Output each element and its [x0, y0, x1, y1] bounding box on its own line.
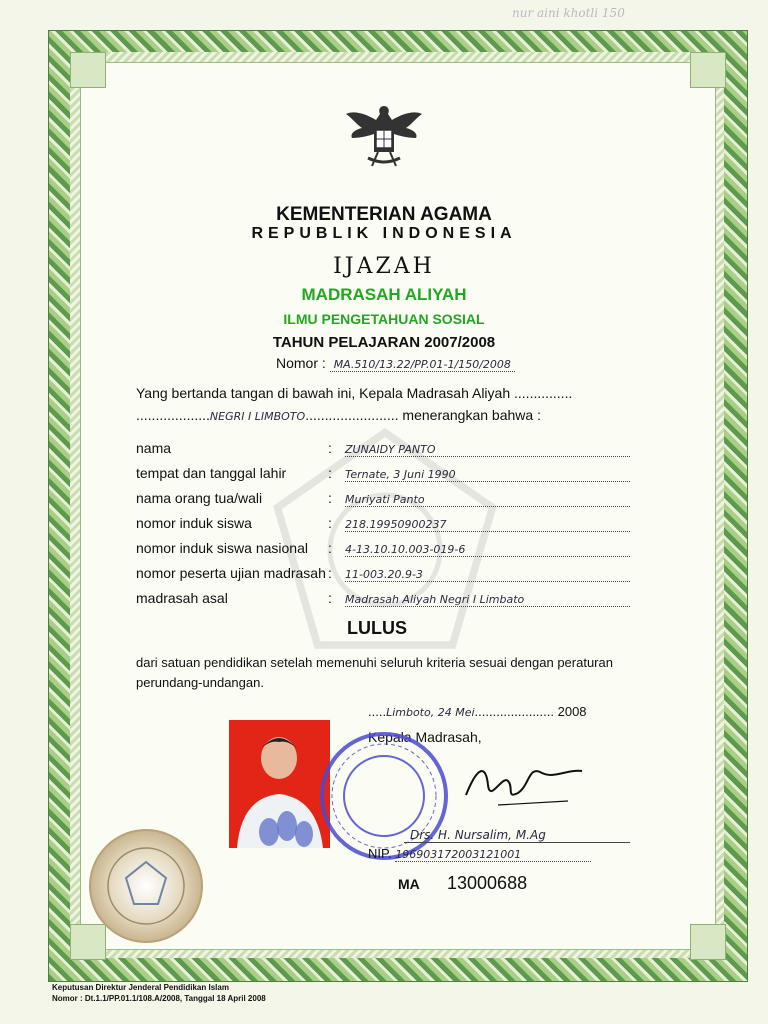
corner-ornament: [690, 924, 726, 960]
place-date: [368, 704, 587, 719]
signer-name: Drs. H. Nursalim, M.Ag: [410, 828, 546, 842]
place-date-dots: .....: [368, 704, 387, 719]
field-value: 218.19950900237: [345, 518, 447, 531]
place-date-year: ...................... 2008: [474, 704, 587, 719]
hologram-seal-icon: [86, 826, 206, 946]
republic-title: REPUBLIK INDONESIA: [251, 225, 517, 242]
serial-prefix: MA: [398, 876, 420, 892]
headmaster-label: Kepala Madrasah,: [368, 729, 482, 745]
nip-row: [368, 846, 591, 861]
document-number-value: MA.510/13.22/PP.01-1/150/2008: [330, 358, 515, 372]
school-name: NEGRI I LIMBOTO: [209, 410, 306, 423]
field-value-line: [345, 590, 630, 607]
signer-name-line: [404, 826, 630, 843]
field-value: ZUNAIDY PANTO: [345, 443, 436, 456]
field-colon: :: [328, 465, 332, 481]
document-number-label: Nomor :: [276, 355, 326, 371]
field-value-line: [345, 440, 630, 457]
academic-year: TAHUN PELAJARAN 2007/2008: [272, 334, 496, 351]
intro-suffix: ........................ menerangkan bahwa :: [305, 407, 541, 423]
footer-decree-number: Nomor : Dt.1.1/PP.01.1/108.A/2008, Tanggal 18 April 2008: [52, 994, 266, 1003]
intro-line-2: [136, 407, 541, 423]
field-label: nomor induk siswa nasional: [136, 540, 308, 556]
field-value: 11-003.20.9-3: [345, 568, 423, 581]
school-type: MADRASAH ALIYAH: [301, 285, 467, 304]
field-value-line: [345, 515, 630, 532]
field-value: Madrasah Aliyah Negri I Limbato: [345, 593, 525, 606]
field-label: madrasah asal: [136, 590, 228, 606]
field-value-line: [345, 540, 630, 557]
document-number: [276, 355, 515, 371]
field-colon: :: [328, 515, 332, 531]
field-value: 4-13.10.10.003-019-6: [345, 543, 466, 556]
result-text: LULUS: [347, 618, 407, 638]
ministry-title: KEMENTERIAN AGAMA: [276, 204, 492, 225]
field-colon: :: [328, 565, 332, 581]
field-colon: :: [328, 440, 332, 456]
corner-ornament: [690, 52, 726, 88]
field-value-line: [345, 490, 630, 507]
nip-value: 196903172003121001: [395, 848, 591, 862]
field-label: nomor peserta ujian madrasah: [136, 565, 326, 581]
corner-ornament: [70, 52, 106, 88]
field-value: Ternate, 3 Juni 1990: [345, 468, 456, 481]
official-stamp-icon: [314, 726, 454, 866]
field-value-line: [345, 465, 630, 482]
handnote: nur aini khotli 150: [512, 6, 625, 20]
field-colon: :: [328, 590, 332, 606]
document-title: IJAZAH: [333, 254, 435, 279]
field-colon: :: [328, 490, 332, 506]
program-name: ILMU PENGETAHUAN SOSIAL: [283, 311, 485, 327]
place-date-value: Limboto, 24 Mei: [386, 706, 475, 719]
nip-label: NIP.: [368, 846, 392, 861]
field-value-line: [345, 565, 630, 582]
field-colon: :: [328, 540, 332, 556]
intro-dots: ...................: [136, 407, 210, 423]
garuda-emblem-icon: [342, 100, 426, 180]
statement-text: dari satuan pendidikan setelah memenuhi seluruh kriteria sesuai dengan peraturan perundang-undangan.: [136, 655, 613, 690]
intro-line-1: Yang bertanda tangan di bawah ini, Kepala Madrasah Aliyah ...............: [136, 385, 573, 401]
signature-icon: [458, 755, 588, 815]
field-value: Muriyati Panto: [345, 493, 425, 506]
field-label: nomor induk siswa: [136, 515, 252, 531]
field-label: nama orang tua/wali: [136, 490, 263, 506]
field-label: tempat dan tanggal lahir: [136, 465, 287, 481]
field-label: nama: [136, 440, 172, 456]
serial-number: 13000688: [447, 873, 528, 893]
footer-decree: Keputusan Direktur Jenderal Pendidikan Islam: [52, 983, 229, 992]
